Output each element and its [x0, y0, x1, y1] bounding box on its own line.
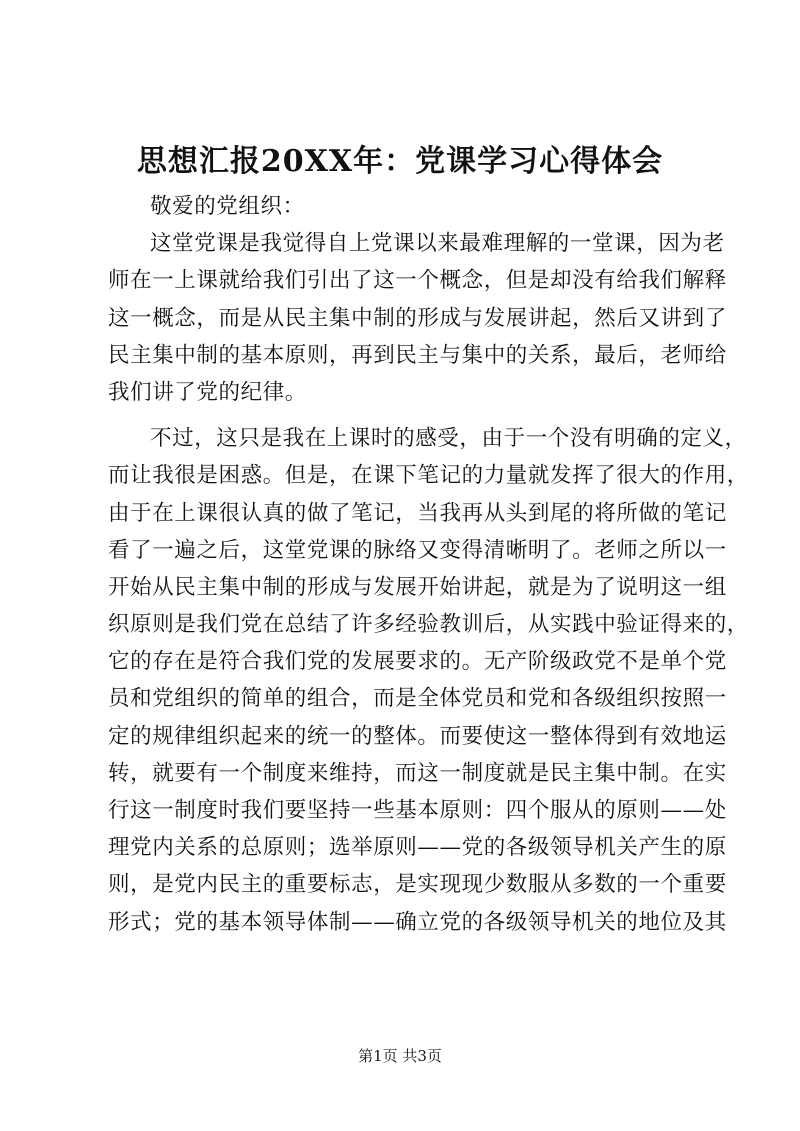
paragraph-line: 我们讲了党的纪律。 [108, 379, 307, 405]
paragraph-line: 转，就要有一个制度来维持，而这一制度就是民主集中制。在实 [108, 760, 727, 786]
paragraph-line: 它的存在是符合我们党的发展要求的。无产阶级政党不是单个党 [108, 649, 727, 675]
document-title: 思想汇报20XX年：党课学习心得体会 [136, 144, 664, 179]
paragraph-line: 形式；党的基本领导体制——确立党的各级领导机关的地位及其 [108, 909, 727, 935]
document-body [108, 188, 749, 941]
paragraph-line: 理党内关系的总原则；选举原则——党的各级领导机关产生的原 [108, 835, 727, 861]
paragraph-line: 行这一制度时我们要坚持一些基本原则：四个服从的原则——处 [108, 798, 727, 823]
paragraph-line: 不过，这只是我在上课时的感受，由于一个没有明确的定义， [150, 426, 747, 452]
paragraph-line: 而让我很是困惑。但是，在课下笔记的力量就发挥了很大的作用， [108, 463, 749, 489]
salutation: 敬爱的党组织： [150, 194, 305, 219]
paragraph-line: 师在一上课就给我们引出了这一个概念，但是却没有给我们解释 [108, 268, 727, 294]
paragraph-line: 开始从民主集中制的形成与发展开始讲起，就是为了说明这一组 [108, 574, 727, 600]
paragraph-line: 这堂党课是我觉得自上党课以来最难理解的一堂课，因为老 [150, 231, 725, 257]
page-number-footer: 第1页 共3页 [358, 1047, 442, 1065]
paragraph-spacer [108, 411, 708, 420]
paragraph-line: 织原则是我们党在总结了许多经验教训后，从实践中验证得来的， [108, 612, 749, 638]
paragraph-line: 员和党组织的简单的组合，而是全体党员和党和各级组织按照一 [108, 686, 727, 712]
paragraph-1 [108, 225, 727, 411]
paragraph-2 [108, 420, 749, 941]
paragraph-line: 看了一遍之后，这堂党课的脉络又变得清晰明了。老师之所以一 [108, 537, 727, 563]
paragraph-line: 民主集中制的基本原则，再到民主与集中的关系，最后，老师给 [108, 342, 727, 368]
paragraph-line: 由于在上课很认真的做了笔记，当我再从头到尾的将所做的笔记 [108, 500, 727, 526]
paragraph-line: 则，是党内民主的重要标志，是实现现少数服从多数的一个重要 [108, 872, 727, 898]
paragraph-line: 定的规律组织起来的统一的整体。而要使这一整体得到有效地运 [108, 723, 727, 749]
paragraph-line: 这一概念，而是从民主集中制的形成与发展讲起，然后又讲到了 [108, 305, 727, 331]
